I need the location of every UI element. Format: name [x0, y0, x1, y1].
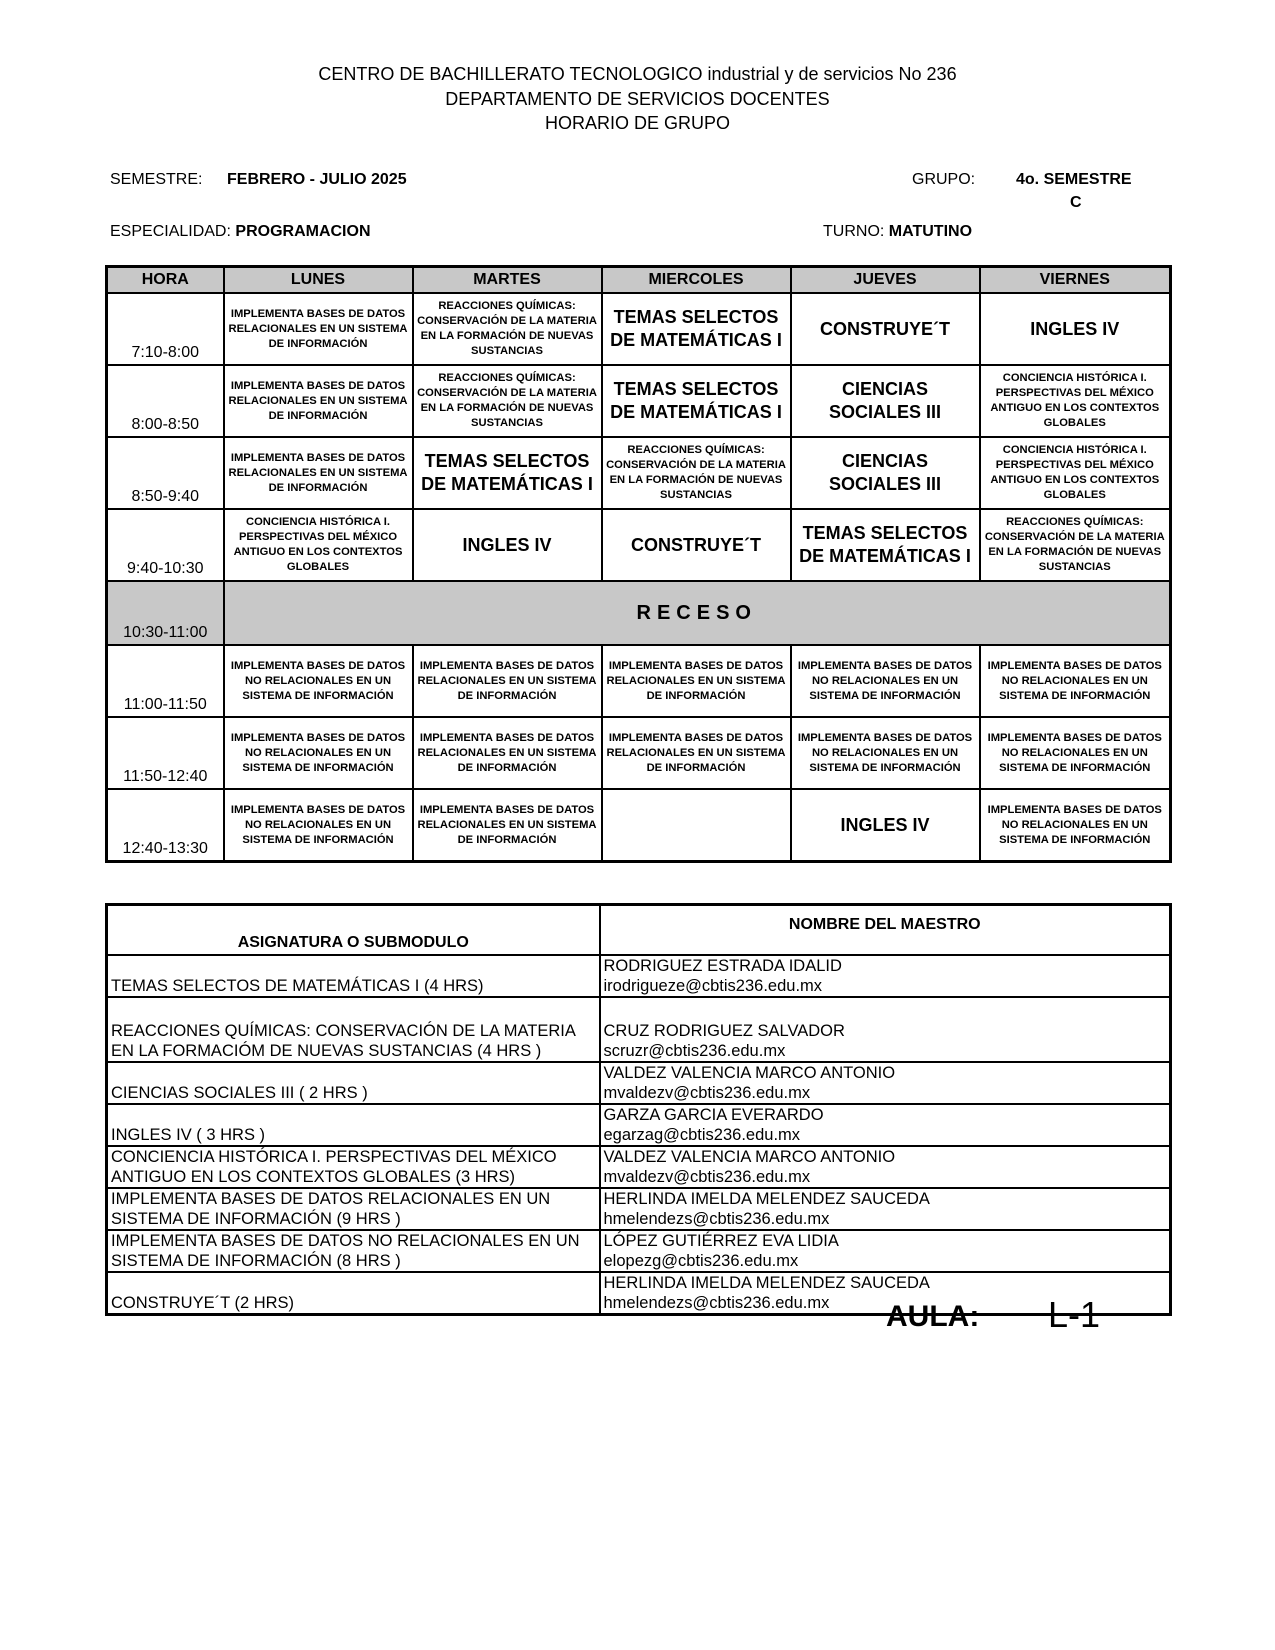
- hour-cell: 8:50-9:40: [107, 437, 224, 509]
- teacher-row: [107, 1230, 1171, 1272]
- class-cell: IMPLEMENTA BASES DE DATOS RELACIONALES EN UN SISTEMA DE INFORMACIÓN: [224, 293, 413, 365]
- class-cell: CONCIENCIA HISTÓRICA I. PERSPECTIVAS DEL MÉXICO ANTIGUO EN LOS CONTEXTOS GLOBALES: [980, 365, 1171, 437]
- schedule-row: [107, 365, 1171, 437]
- subject-cell: REACCIONES QUÍMICAS: CONSERVACIÓN DE LA MATERIA EN LA FORMACIÓM DE NUEVAS SUSTANCIAS (4 HRS ): [107, 997, 600, 1062]
- schedule-row: [107, 509, 1171, 581]
- schedule-row: [107, 645, 1171, 717]
- school-name: CENTRO DE BACHILLERATO TECNOLOGICO industrial y de servicios No 236: [318, 64, 957, 84]
- teacher-name: VALDEZ VALENCIA MARCO ANTONIO: [603, 1148, 896, 1166]
- schedule-table: [105, 265, 1172, 863]
- class-cell: IMPLEMENTA BASES DE DATOS NO RELACIONALES EN UN SISTEMA DE INFORMACIÓN: [224, 645, 413, 717]
- class-cell: CIENCIAS SOCIALES III: [791, 365, 980, 437]
- grupo-label: GRUPO:: [912, 171, 976, 188]
- hour-cell: 7:10-8:00: [107, 293, 224, 365]
- teacher-row: [107, 1188, 1171, 1230]
- class-cell: IMPLEMENTA BASES DE DATOS NO RELACIONALES EN UN SISTEMA DE INFORMACIÓN: [224, 717, 413, 789]
- turno: TURNO: MATUTINO: [823, 223, 973, 240]
- teacher-cell: [600, 1230, 1171, 1272]
- teacher-name: VALDEZ VALENCIA MARCO ANTONIO: [603, 1064, 896, 1082]
- subject-cell: CONCIENCIA HISTÓRICA I. PERSPECTIVAS DEL MÉXICO ANTIGUO EN LOS CONTEXTOS GLOBALES (3 HRS): [107, 1146, 600, 1188]
- teacher-email: mvaldezv@cbtis236.edu.mx: [603, 1084, 811, 1102]
- teacher-cell: [600, 1062, 1171, 1104]
- class-cell: IMPLEMENTA BASES DE DATOS NO RELACIONALES EN UN SISTEMA DE INFORMACIÓN: [980, 645, 1171, 717]
- teacher-name: HERLINDA IMELDA MELENDEZ SAUCEDA: [603, 1274, 930, 1292]
- aula-label: AULA:: [886, 1300, 980, 1333]
- break-label: RECESO: [224, 581, 1171, 645]
- teacher-email: elopezg@cbtis236.edu.mx: [603, 1252, 799, 1270]
- header-martes: MARTES: [413, 267, 602, 294]
- teacher-cell: [600, 1104, 1171, 1146]
- teachers-header-row: [107, 905, 1171, 956]
- hour-cell: 11:50-12:40: [107, 717, 224, 789]
- header-hora: HORA: [107, 267, 224, 294]
- teacher-row: [107, 1146, 1171, 1188]
- class-cell: TEMAS SELECTOS DE MATEMÁTICAS I: [791, 509, 980, 581]
- header-miercoles: MIERCOLES: [602, 267, 791, 294]
- subject-column-header: ASIGNATURA O SUBMODULO: [107, 905, 600, 956]
- teacher-email: scruzr@cbtis236.edu.mx: [603, 1042, 786, 1060]
- document-title: HORARIO DE GRUPO: [544, 113, 731, 133]
- schedule-row: [107, 717, 1171, 789]
- hour-cell: 12:40-13:30: [107, 789, 224, 862]
- class-cell: TEMAS SELECTOS DE MATEMÁTICAS I: [602, 365, 791, 437]
- header-viernes: VIERNES: [980, 267, 1171, 294]
- teacher-row: [107, 997, 1171, 1062]
- class-cell: TEMAS SELECTOS DE MATEMÁTICAS I: [413, 437, 602, 509]
- class-cell: CONSTRUYE´T: [602, 509, 791, 581]
- class-cell: REACCIONES QUÍMICAS: CONSERVACIÓN DE LA MATERIA EN LA FORMACIÓN DE NUEVAS SUSTANCIAS: [980, 509, 1171, 581]
- class-cell: IMPLEMENTA BASES DE DATOS RELACIONALES EN UN SISTEMA DE INFORMACIÓN: [224, 437, 413, 509]
- teacher-name: LÓPEZ GUTIÉRREZ EVA LIDIA: [603, 1232, 839, 1250]
- subject-cell: CIENCIAS SOCIALES III ( 2 HRS ): [107, 1062, 600, 1104]
- class-cell: CONSTRUYE´T: [791, 293, 980, 365]
- class-cell: INGLES IV: [980, 293, 1171, 365]
- schedule-row: [107, 293, 1171, 365]
- class-cell: IMPLEMENTA BASES DE DATOS NO RELACIONALES EN UN SISTEMA DE INFORMACIÓN: [980, 789, 1171, 862]
- class-cell: IMPLEMENTA BASES DE DATOS RELACIONALES EN UN SISTEMA DE INFORMACIÓN: [413, 717, 602, 789]
- class-cell: IMPLEMENTA BASES DE DATOS RELACIONALES EN UN SISTEMA DE INFORMACIÓN: [602, 717, 791, 789]
- teacher-row: [107, 1062, 1171, 1104]
- subject-cell: IMPLEMENTA BASES DE DATOS RELACIONALES EN UN SISTEMA DE INFORMACIÓN (9 HRS ): [107, 1188, 600, 1230]
- teacher-email: mvaldezv@cbtis236.edu.mx: [603, 1168, 811, 1186]
- hour-cell: 8:00-8:50: [107, 365, 224, 437]
- class-cell: INGLES IV: [791, 789, 980, 862]
- subject-cell: TEMAS SELECTOS DE MATEMÁTICAS I (4 HRS): [107, 955, 600, 997]
- teacher-email: hmelendezs@cbtis236.edu.mx: [603, 1294, 830, 1312]
- class-cell: TEMAS SELECTOS DE MATEMÁTICAS I: [602, 293, 791, 365]
- teacher-column-header: NOMBRE DEL MAESTRO: [600, 905, 1171, 956]
- hour-cell: 9:40-10:30: [107, 509, 224, 581]
- teacher-row: [107, 1272, 1171, 1315]
- grupo-letter: C: [1070, 194, 1082, 211]
- teacher-row: [107, 1104, 1171, 1146]
- aula-value: L-1: [1048, 1294, 1101, 1335]
- teacher-name: RODRIGUEZ ESTRADA IDALID: [603, 957, 842, 975]
- teacher-name: CRUZ RODRIGUEZ SALVADOR: [603, 1022, 845, 1040]
- teacher-cell: [600, 1188, 1171, 1230]
- class-cell: REACCIONES QUÍMICAS: CONSERVACIÓN DE LA MATERIA EN LA FORMACIÓN DE NUEVAS SUSTANCIAS: [413, 293, 602, 365]
- header-jueves: JUEVES: [791, 267, 980, 294]
- class-cell: IMPLEMENTA BASES DE DATOS RELACIONALES EN UN SISTEMA DE INFORMACIÓN: [602, 645, 791, 717]
- class-cell: INGLES IV: [413, 509, 602, 581]
- break-row: [107, 581, 1171, 645]
- class-cell: IMPLEMENTA BASES DE DATOS RELACIONALES EN UN SISTEMA DE INFORMACIÓN: [413, 645, 602, 717]
- teacher-email: irodrigueze@cbtis236.edu.mx: [603, 977, 823, 995]
- class-cell: REACCIONES QUÍMICAS: CONSERVACIÓN DE LA MATERIA EN LA FORMACIÓN DE NUEVAS SUSTANCIAS: [413, 365, 602, 437]
- hour-cell: 11:00-11:50: [107, 645, 224, 717]
- teacher-email: egarzag@cbtis236.edu.mx: [603, 1126, 801, 1144]
- subject-cell: IMPLEMENTA BASES DE DATOS NO RELACIONALES EN UN SISTEMA DE INFORMACIÓN (8 HRS ): [107, 1230, 600, 1272]
- schedule-row: [107, 437, 1171, 509]
- schedule-header-row: [107, 267, 1171, 294]
- class-cell: IMPLEMENTA BASES DE DATOS RELACIONALES EN UN SISTEMA DE INFORMACIÓN: [224, 365, 413, 437]
- class-cell: IMPLEMENTA BASES DE DATOS NO RELACIONALES EN UN SISTEMA DE INFORMACIÓN: [980, 717, 1171, 789]
- especialidad: ESPECIALIDAD: PROGRAMACION: [110, 223, 371, 240]
- class-cell: IMPLEMENTA BASES DE DATOS RELACIONALES EN UN SISTEMA DE INFORMACIÓN: [413, 789, 602, 862]
- class-cell: IMPLEMENTA BASES DE DATOS NO RELACIONALES EN UN SISTEMA DE INFORMACIÓN: [791, 717, 980, 789]
- grupo-value: 4o. SEMESTRE: [1016, 171, 1132, 188]
- semestre-label: SEMESTRE:: [110, 171, 203, 188]
- class-cell-empty: [602, 789, 791, 862]
- hour-cell: 10:30-11:00: [107, 581, 224, 645]
- teachers-table: [105, 903, 1172, 1316]
- schedule-row: [107, 789, 1171, 862]
- header-lunes: LUNES: [224, 267, 413, 294]
- class-cell: CONCIENCIA HISTÓRICA I. PERSPECTIVAS DEL MÉXICO ANTIGUO EN LOS CONTEXTOS GLOBALES: [224, 509, 413, 581]
- teacher-name: GARZA GARCIA EVERARDO: [603, 1106, 824, 1124]
- teacher-cell: [600, 997, 1171, 1062]
- teacher-email: hmelendezs@cbtis236.edu.mx: [603, 1210, 830, 1228]
- class-cell: CIENCIAS SOCIALES III: [791, 437, 980, 509]
- teacher-cell: [600, 1146, 1171, 1188]
- teacher-row: [107, 955, 1171, 997]
- class-cell: IMPLEMENTA BASES DE DATOS NO RELACIONALES EN UN SISTEMA DE INFORMACIÓN: [791, 645, 980, 717]
- subject-cell: INGLES IV ( 3 HRS ): [107, 1104, 600, 1146]
- class-cell: IMPLEMENTA BASES DE DATOS NO RELACIONALES EN UN SISTEMA DE INFORMACIÓN: [224, 789, 413, 862]
- department-name: DEPARTAMENTO DE SERVICIOS DOCENTES: [445, 89, 830, 109]
- teacher-name: HERLINDA IMELDA MELENDEZ SAUCEDA: [603, 1190, 930, 1208]
- teacher-cell: [600, 955, 1171, 997]
- class-cell: CONCIENCIA HISTÓRICA I. PERSPECTIVAS DEL MÉXICO ANTIGUO EN LOS CONTEXTOS GLOBALES: [980, 437, 1171, 509]
- class-cell: REACCIONES QUÍMICAS: CONSERVACIÓN DE LA MATERIA EN LA FORMACIÓN DE NUEVAS SUSTANCIAS: [602, 437, 791, 509]
- subject-cell: CONSTRUYE´T (2 HRS): [107, 1272, 600, 1315]
- semestre-value: FEBRERO - JULIO 2025: [227, 171, 407, 188]
